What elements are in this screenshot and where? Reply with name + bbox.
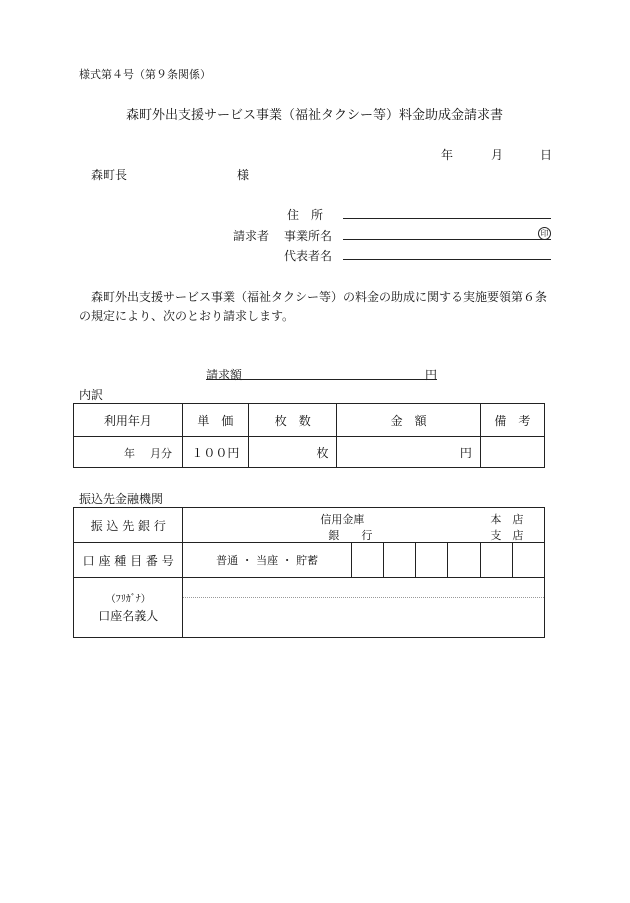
usage-year-label: 年: [124, 447, 135, 460]
seal-mark: 印: [538, 227, 551, 240]
claim-amount-line: [206, 379, 437, 380]
breakdown-header-row: [74, 404, 545, 437]
account-digit-2[interactable]: [384, 543, 416, 578]
holder-row: [74, 578, 545, 638]
office-line: [343, 239, 551, 240]
account-type-cell[interactable]: 普通 ・ 当座 ・ 貯蓄: [183, 543, 351, 578]
addressee-honorific: 様: [237, 168, 250, 182]
breakdown-label: 内訳: [79, 388, 104, 402]
claim-amount-unit: 円: [425, 368, 438, 382]
body-text-line1: 森町外出支援サービス事業（福祉タクシー等）の料金の助成に関する実施要領第６条: [91, 290, 548, 304]
furigana-divider: [183, 597, 544, 598]
breakdown-data-row: [74, 437, 545, 468]
body-text-line2: の規定により、次のとおり請求します。: [79, 309, 295, 323]
bank-row: [74, 508, 545, 543]
date-year-label: 年: [441, 148, 454, 162]
breakdown-table: [73, 403, 545, 468]
usage-month-cell: [74, 437, 183, 468]
count-cell[interactable]: 枚: [248, 437, 337, 468]
header-usage-month: 利用年月: [74, 404, 183, 437]
date-day-label: 日: [540, 148, 553, 162]
amount-cell[interactable]: 円: [337, 437, 480, 468]
form-title: 森町外出支援サービス事業（福祉タクシー等）料金助成金請求書: [126, 108, 504, 123]
header-unit-price: 単 価: [182, 404, 248, 437]
bank-table: [73, 507, 545, 638]
ginko-label: 銀 行: [328, 529, 373, 542]
account-row-label: 口 座 種 目 番 号: [74, 543, 183, 578]
account-digit-3[interactable]: [416, 543, 448, 578]
usage-month-label: 月分: [150, 447, 172, 460]
holder-name-cell[interactable]: [183, 578, 545, 638]
account-digit-4[interactable]: [448, 543, 480, 578]
account-row: [74, 543, 545, 578]
remarks-cell[interactable]: [480, 437, 544, 468]
addressee-name: 森町長: [91, 168, 128, 182]
claimant-label: 請求者: [233, 229, 270, 243]
header-amount: 金 額: [337, 404, 480, 437]
account-digit-1[interactable]: [351, 543, 383, 578]
account-digit-6[interactable]: [512, 543, 544, 578]
office-label: 事業所名: [284, 229, 333, 243]
address-label: 住 所: [287, 208, 324, 222]
holder-label: 口座名義人: [98, 608, 159, 623]
representative-line: [343, 259, 551, 260]
furigana-label: （ﾌﾘｶﾞﾅ）: [105, 593, 151, 605]
bank-section-label: 振込先金融機関: [79, 492, 164, 506]
shinkin-label: 信用金庫: [320, 513, 365, 526]
holder-label-cell: [74, 578, 183, 638]
header-remarks: 備 考: [480, 404, 544, 437]
form-number: 様式第４号（第９条関係）: [79, 68, 211, 81]
header-count: 枚 数: [248, 404, 337, 437]
bank-name-cell[interactable]: [183, 508, 545, 543]
unit-price-cell: １００円: [182, 437, 248, 468]
date-month-label: 月: [491, 148, 504, 162]
representative-label: 代表者名: [284, 249, 333, 263]
honten-label: 本 店: [490, 513, 524, 526]
bank-row-label: 振 込 先 銀 行: [74, 508, 183, 543]
shiten-label: 支 店: [490, 529, 524, 542]
address-line: [343, 218, 551, 219]
account-digit-5[interactable]: [480, 543, 512, 578]
claim-amount-label: 請求額: [206, 368, 243, 382]
